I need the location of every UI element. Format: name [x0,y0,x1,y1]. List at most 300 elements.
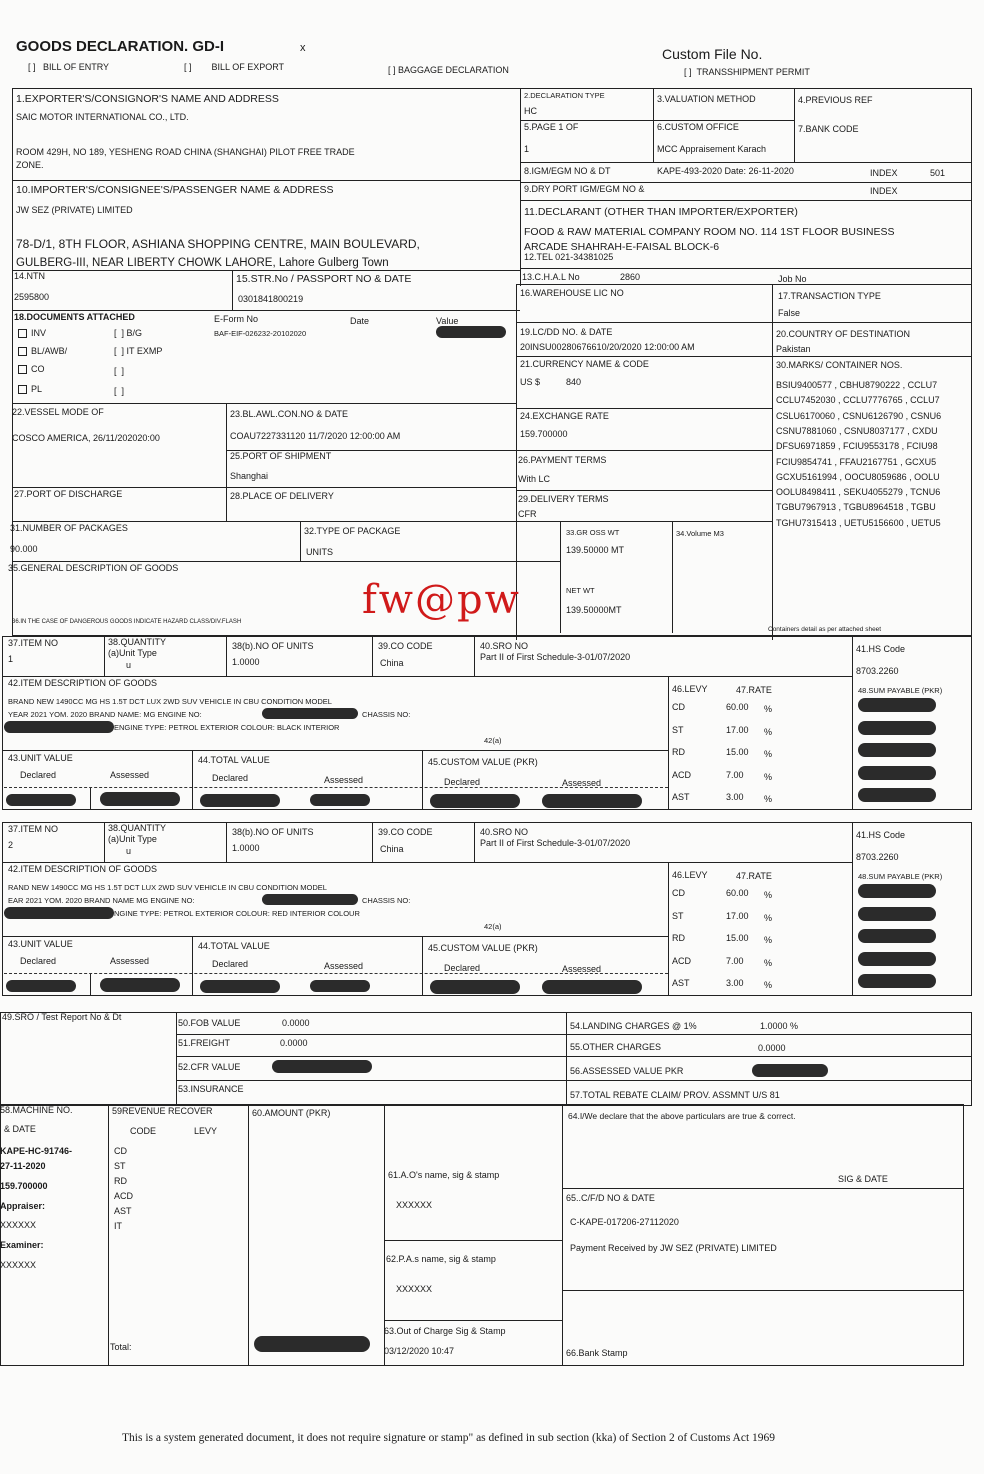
warehouse-label: 16.WAREHOUSE LIC NO [520,288,624,298]
redaction [436,326,506,338]
redaction [858,698,936,712]
valuation-label: 3.VALUATION METHOD [657,94,756,104]
divider [384,1240,562,1241]
divider [372,636,373,676]
checkbox-icon [18,347,27,356]
divider [2,936,668,937]
pa-label: 62.P.A.s name, sig & stamp [386,1254,496,1264]
port-discharge-label: 27.PORT OF DISCHARGE [14,489,123,499]
chassis-label: CHASSIS NO: [362,896,411,905]
assessed-label: Assessed [562,778,602,788]
bank-code-label: 7.BANK CODE [798,124,859,134]
redaction [200,794,280,807]
total-value-label: 44.TOTAL VALUE [198,941,270,951]
bracket: [ ] [388,65,396,75]
cfd-value: C-KAPE-017206-27112020 [570,1217,679,1227]
divider [90,974,91,996]
redaction [100,792,180,806]
bl-label: 23.BL.AWL.CON.NO & DATE [230,409,349,419]
divider [474,822,475,862]
declaration-type-value: HC [524,106,537,116]
bl-value: COAU7227331120 11/7/2020 12:00:00 AM [230,431,401,441]
hs-code-label: 41.HS Code [856,644,906,654]
divider [12,180,520,181]
divider [566,1012,567,1106]
description-label: 35.GENERAL DESCRIPTION OF GOODS [8,563,179,573]
redaction [262,708,358,719]
item-description-line2: YEAR 2021 YOM. 2020 BRAND NAME: MG ENGINE NO: [8,710,202,719]
doc-item-blank: [ ] [114,386,125,396]
levy-code: AST [672,792,690,802]
examiner-value: XXXXXX [0,1260,37,1270]
divider [474,636,475,676]
index-value: 501 [930,168,946,178]
declarant-line2: ARCADE SHAHRAH-E-FAISAL BLOCK-6 [524,241,720,253]
chal-value: 2860 [620,272,641,282]
x-mark: x [300,42,306,54]
divider [12,521,772,522]
importer-name: JW SEZ (PRIVATE) LIMITED [16,205,133,215]
machine-no: KAPE-HC-91746- [0,1146,73,1156]
levy-rate: 7.00 [726,769,744,780]
declared-label: Declared [212,773,249,783]
ref-42a: 42(a) [484,922,502,931]
total-value-label: 44.TOTAL VALUE [198,755,270,765]
revenue-code: RD [114,1176,127,1186]
baggage-checkbox [388,65,509,75]
index-label: INDEX [870,186,898,196]
sro-no-label: 40.SRO NO [480,641,529,651]
divider [226,636,227,676]
levy-code: CD [672,702,685,712]
divider [108,1104,109,1366]
baggage-label: BAGGAGE DECLARATION [398,65,509,75]
assessed-label: Assessed [110,956,150,966]
destination-label: 20.COUNTRY OF DESTINATION [776,329,911,339]
other-charges-value: 0.0000 [758,1043,786,1053]
freight-label: 51.FREIGHT [178,1038,231,1048]
divider [560,521,561,633]
divider [12,310,520,311]
revenue-code: ACD [114,1191,134,1201]
container-number-line: CSNU7881060 , CSNU8037177 , CXDU [776,425,938,436]
redaction [542,980,642,994]
revenue-label: 59REVENUE RECOVER [112,1106,213,1116]
currency-value: US $ [520,377,541,387]
transshipment-checkbox [684,67,810,77]
divider [90,788,91,810]
declarant-label: 11.DECLARANT (OTHER THAN IMPORTER/EXPORTER) [524,206,798,218]
levy-code: ST [672,724,684,735]
unit-type-label: (a)Unit Type [108,834,157,844]
divider [668,676,669,810]
assessed-label: Assessed [110,770,150,780]
bill-of-entry-label: BILL OF ENTRY [43,62,110,72]
declaration-type-label: 2.DECLARATION TYPE [524,91,605,100]
divider [520,120,794,121]
payment-received: Payment Received by JW SEZ (PRIVATE) LIMITED [570,1243,777,1253]
checkbox-icon [18,329,27,338]
ooc-label: 63.Out of Charge Sig & Stamp [384,1326,506,1336]
exporter-name: SAIC MOTOR INTERNATIONAL CO., LTD. [16,112,189,122]
divider [520,162,972,163]
divider [422,750,423,810]
sig-date-label: SIG & DATE [838,1174,888,1184]
divider [562,1188,964,1189]
doc-item-blank: [ ] [114,366,125,376]
levy-percent: % [764,912,773,923]
divider [516,356,972,357]
cfr-label: 52.CFR VALUE [178,1062,241,1072]
item-description-line1: BRAND NEW 1490CC MG HS 1.5T DCT LUX 2WD SUV VEHICLE IN CBU CONDITION MODEL [8,697,332,706]
eform-label: E-Form No [214,314,259,324]
divider [372,822,373,862]
no-of-units-label: 38(b).NO OF UNITS [232,827,314,837]
container-number-line: TGBU7967913 , TGBU8964518 , TGBU [776,502,936,513]
other-charges-label: 55.OTHER CHARGES [570,1042,662,1052]
payment-terms-value: With LC [518,474,551,484]
divider [12,487,516,488]
bank-stamp-label: 66.Bank Stamp [566,1348,628,1358]
redaction [6,980,76,992]
container-number-line: GCXU5161994 , OOCU8059686 , OOLU [776,471,940,482]
divider [520,200,972,201]
item-no-label: 37.ITEM NO [8,824,59,834]
packages-value: 90.000 [10,544,38,554]
redaction [858,929,936,943]
hazard-label: 36.IN THE CASE OF DANGEROUS GOODS INDICATE HAZARD CLASS/DIV.FLASH [12,619,242,625]
divider [516,284,972,285]
declared-label: Declared [212,959,249,969]
levy-rate: 3.00 [726,978,744,988]
redaction [4,721,114,733]
revenue-code: AST [114,1206,132,1216]
igm-label: 8.IGM/EGM NO & DT [524,166,611,176]
summary-frame [0,1012,972,1106]
levy-code: ACD [672,955,692,966]
assessed-value-label: 56.ASSESSED VALUE PKR [570,1066,684,1076]
rate-label: 47.RATE [736,871,772,881]
divider [668,862,669,996]
redaction [858,788,936,802]
divider [672,521,673,633]
divider [192,936,193,996]
declared-label: Declared [20,956,57,966]
doc-item-bl: BL/AWB/ [18,346,67,356]
redaction [542,794,642,808]
port-shipment-value: Shanghai [230,471,269,481]
hs-code-label: 41.HS Code [856,830,906,840]
importer-address-line2: GULBERG-III, NEAR LIBERTY CHOWK LAHORE, Lahore Gulberg Town [16,257,389,269]
exporter-label: 1.EXPORTER'S/CONSIGNOR'S NAME AND ADDRESS [16,93,279,105]
divider [2,676,852,677]
doc-item-bg: [ ] B/G [114,328,143,338]
doc-item-it-exmp: [ ] IT EXMP [114,346,163,356]
cfd-label: 65..C/F/D NO & DATE [566,1193,655,1203]
delivery-terms-value: CFR [518,509,537,519]
declared-label: Declared [444,963,481,973]
currency-code: 840 [566,377,582,387]
divider [520,182,972,183]
redaction [6,794,76,806]
dry-port-label: 9.DRY PORT IGM/EGM NO & [524,184,645,194]
redaction [200,980,280,993]
total-label: Total: [110,1342,132,1352]
levy-rate: 17.00 [726,724,749,735]
ao-value: XXXXXX [396,1200,433,1210]
igm-value: KAPE-493-2020 Date: 26-11-2020 [657,166,794,176]
revenue-levy-label: LEVY [194,1126,218,1136]
chassis-label: CHASSIS NO: [362,710,411,719]
gross-weight-value: 139.50000 MT [566,545,625,555]
sro-no-value: Part II of First Schedule-3-01/07/2020 [480,652,631,662]
container-number-line: DFSU6971859 , FCIU9553178 , FCIU98 [776,441,938,452]
unit-type-label: (a)Unit Type [108,648,157,658]
sum-payable-label: 48.SUM PAYABLE (PKR) [858,686,943,695]
declarant-line1: FOOD & RAW MATERIAL COMPANY ROOM NO. 114 1ST FLOOR BUSINESS [524,226,895,238]
destination-value: Pakistan [776,344,811,354]
item-description-line2: EAR 2021 YOM. 2020 BRAND NAME MG ENGINE NO: [8,896,195,905]
divider [176,1056,972,1057]
divider [300,521,301,561]
page-value: 1 [524,144,530,154]
levy-percent: % [764,980,773,990]
item-no-value: 2 [8,840,14,850]
levy-percent: % [764,771,773,782]
eform-value: BAF-EIF-026232-20102020 [214,329,307,338]
revenue-code-label: CODE [130,1126,157,1136]
levy-percent: % [764,794,773,804]
payment-terms-label: 26.PAYMENT TERMS [518,455,607,465]
exporter-address-line2: ZONE. [16,160,44,170]
bracket: [ ] [184,62,192,72]
vessel-label: 22.VESSEL MODE OF [12,407,104,417]
redaction [858,721,936,735]
value-label: Value [436,316,459,326]
unit-value-label: 43.UNIT VALUE [8,939,73,949]
redaction [430,794,520,808]
marks-label: 30.MARKS/ CONTAINER NOS. [776,360,903,370]
containers-note: Containers detail as per attached sheet [768,626,882,633]
custom-value-label: 45.CUSTOM VALUE (PKR) [428,757,538,767]
assessed-label: Assessed [562,964,602,974]
pa-value: XXXXXX [396,1284,433,1294]
rate-label: 47.RATE [736,685,772,695]
levy-code: ST [672,910,684,921]
volume-label: 34.Volume M3 [676,529,724,538]
levy-rate: 60.00 [726,888,749,898]
divider [104,822,105,862]
transaction-type-value: False [778,308,801,318]
insurance-label: 53.INSURANCE [178,1084,244,1094]
declarant-tel: 12.TEL 021-34381025 [524,252,614,262]
ref-42a: 42(a) [484,736,502,745]
divider [226,822,227,862]
redaction [752,1064,828,1077]
item-description-label: 42.ITEM DESCRIPTION OF GOODS [8,864,158,874]
divider [384,1320,562,1321]
unit-value-label: 43.UNIT VALUE [8,753,73,763]
landing-label: 54.LANDING CHARGES @ 1% [570,1021,697,1031]
levy-rate: 60.00 [726,702,749,712]
quantity-label: 38.QUANTITY [108,637,167,647]
importer-label: 10.IMPORTER'S/CONSIGNEE'S/PASSENGER NAME & ADDRESS [16,184,334,196]
form-title: GOODS DECLARATION. GD-I [16,38,225,55]
levy-percent: % [764,957,773,968]
redaction [858,766,936,780]
custom-value-label: 45.CUSTOM VALUE (PKR) [428,943,538,953]
gross-weight-label: 33.GR OSS WT [566,528,620,537]
machine-rate: 159.700000 [0,1181,48,1191]
divider [653,88,654,162]
divider [12,403,516,404]
port-shipment-label: 25.PORT OF SHIPMENT [230,451,332,461]
transaction-type-label: 17.TRANSACTION TYPE [778,291,881,301]
lc-value: 20INSU00280676610/20/2020 12:00:00 AM [520,342,695,352]
divider [2,750,668,751]
checkbox-icon [18,365,27,374]
divider [176,1012,177,1106]
redaction [310,794,370,806]
divider [176,1034,972,1035]
divider [520,268,972,269]
rebate-label: 57.TOTAL REBATE CLAIM/ PROV. ASSMNT U/S 81 [570,1090,780,1100]
levy-code: AST [672,978,690,988]
amount-label: 60.AMOUNT (PKR) [252,1108,331,1118]
fob-label: 50.FOB VALUE [178,1018,241,1028]
divider [176,1080,972,1081]
ao-label: 61.A.O's name, sig & stamp [388,1170,500,1180]
appraiser-label: Appraiser: [0,1201,46,1211]
divider [2,862,852,863]
lc-label: 19.LC/DD NO. & DATE [520,327,613,337]
levy-percent: % [764,749,773,759]
divider [562,1290,964,1291]
no-of-units-label: 38(b).NO OF UNITS [232,641,314,651]
examiner-label: Examiner: [0,1240,44,1250]
ntn-label: 14.NTN [14,271,46,281]
redaction [430,980,520,994]
co-code-label: 39.CO CODE [378,641,433,651]
bill-of-entry-checkbox [28,62,109,72]
exchange-label: 24.EXCHANGE RATE [520,411,609,421]
container-number-line: OOLU8498411 , SEKU4055279 , TCNU6 [776,487,941,498]
appraiser-value: XXXXXX [0,1220,37,1230]
container-number-line: CCLU7452030 , CCLU7776765 , CCLU7 [776,395,940,406]
levy-percent: % [764,726,773,737]
item-description-line3: NGINE TYPE: PETROL EXTERIOR COLOUR: RED INTERIOR COLOUR [114,909,360,918]
redaction [4,907,114,919]
item-no-value: 1 [8,654,14,664]
levy-rate: 15.00 [726,933,749,943]
declared-label: Declared [444,777,481,787]
dashed-divider [4,973,668,974]
levy-code: CD [672,888,685,898]
item-description-line1: RAND NEW 1490CC MG HS 1.5T DCT LUX 2WD SUV VEHICLE IN CBU CONDITION MODEL [8,883,327,892]
divider [516,322,972,323]
divider [852,822,853,996]
checkbox-icon [18,385,27,394]
redaction [254,1336,370,1352]
custom-office-value: MCC Appraisement Karach [657,144,767,154]
handwritten-stamp: fw@pw [362,577,521,623]
redaction [858,974,936,988]
levy-percent: % [764,704,773,714]
net-weight-value: 139.50000MT [566,605,622,615]
no-of-units-value: 1.0000 [232,843,260,853]
vessel-value: COSCO AMERICA, 26/11/202020:00 [12,433,160,443]
ooc-value: 03/12/2020 10:47 [384,1346,455,1356]
packages-label: 31.NUMBER OF PACKAGES [10,523,128,533]
transshipment-label: TRANSSHIPMENT PERMIT [696,67,810,77]
doc-item-co: CO [18,364,45,374]
package-type-label: 32.TYPE OF PACKAGE [304,526,401,536]
levy-rate: 15.00 [726,747,749,757]
bill-of-export-checkbox [184,62,284,72]
levy-percent: % [764,890,773,900]
item-description-label: 42.ITEM DESCRIPTION OF GOODS [8,678,158,688]
str-label: 15.STR.No / PASSPORT NO & DATE [236,273,412,285]
unit-type-value: u [126,660,132,670]
exchange-value: 159.700000 [520,429,568,439]
chal-label: 13.C.H.A.L No [522,272,580,282]
levy-rate: 7.00 [726,955,744,966]
landing-value: 1.0000 % [760,1021,799,1031]
assessed-label: Assessed [324,775,364,785]
hs-code-value: 8703.2260 [856,852,899,862]
divider [232,270,233,310]
assessed-label: Assessed [324,961,364,971]
co-code-value: China [380,658,404,668]
redaction [858,743,936,757]
bracket: [ ] [684,67,692,77]
ntn-value: 2595800 [14,292,50,302]
quantity-label: 38.QUANTITY [108,823,167,833]
freight-value: 0.0000 [280,1038,308,1048]
redaction [262,894,358,905]
sro-test-label: 49.SRO / Test Report No & Dt [2,1012,122,1022]
place-delivery-label: 28.PLACE OF DELIVERY [230,491,334,501]
redaction [100,978,180,992]
divider [794,88,795,162]
machine-date-label: & DATE [4,1124,36,1134]
container-number-line: FCIU9854741 , FFAU2167751 , GCXU5 [776,456,937,467]
container-number-line: CSLU6170060 , CSNU6126790 , CSNU6 [776,410,942,421]
divider [520,88,521,286]
divider [226,403,227,521]
divider [422,936,423,996]
redaction [858,952,936,966]
declaration-text: 64.I/We declare that the above particulars are true & correct. [568,1111,796,1121]
divider [562,1104,563,1366]
divider [516,408,772,409]
bill-of-export-label: BILL OF EXPORT [211,62,285,72]
importer-address-line1: 78-D/1, 8TH FLOOR, ASHIANA SHOPPING CENTRE, MAIN BOULEVARD, [16,237,420,251]
str-value: 0301841800219 [238,294,304,304]
redaction [858,907,936,921]
date-label: Date [350,316,370,326]
documents-label: 18.DOCUMENTS ATTACHED [14,312,135,322]
levy-percent: % [764,935,773,945]
sro-no-value: Part II of First Schedule-3-01/07/2020 [480,838,631,848]
divider [248,1104,249,1366]
sum-payable-label: 48.SUM PAYABLE (PKR) [858,872,943,881]
page-label: 5.PAGE 1 OF [524,122,579,132]
redaction [272,1060,372,1073]
custom-office-label: 6.CUSTOM OFFICE [657,122,739,132]
declared-label: Declared [20,770,57,780]
redaction [858,884,936,898]
